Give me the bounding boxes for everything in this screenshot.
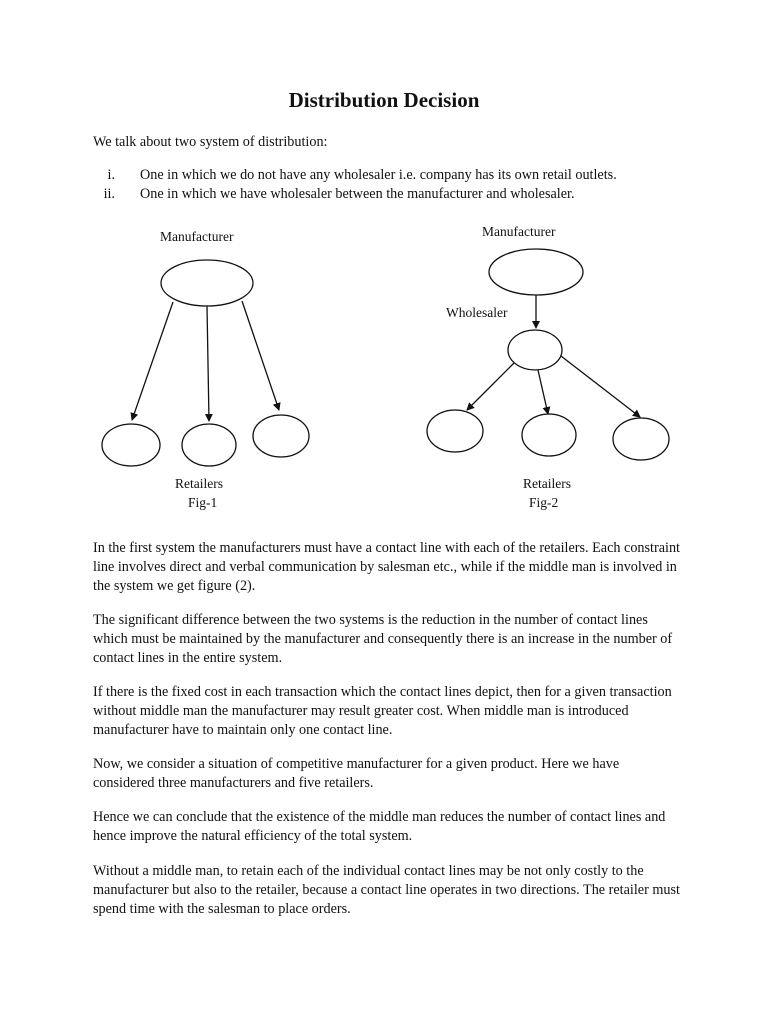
list-item [93,185,617,204]
fig1-retailers-label: Retailers [175,476,223,491]
fig1-manufacturer-node [161,260,253,306]
list-marker: i. [107,167,115,183]
fig2-manufacturer-label: Manufacturer [482,224,556,239]
paragraph: In the first system the manufacturers must have a contact line with each of the retailers. Each constraint line involves direct and verbal communication by salesman etc., while if the middle man is involved in the system we get figure (2). [93,540,680,594]
fig1-retailer-node [102,424,160,466]
fig2-contact-line-1 [467,363,514,410]
fig2-caption: Fig-2 [529,495,559,510]
fig1-caption: Fig-1 [188,495,218,510]
fig2-retailer-node [522,414,576,456]
fig1-contact-line-2 [207,306,209,421]
fig2-retailer-node [427,410,483,452]
list-item [93,166,617,185]
distribution-system-list [93,166,617,204]
list-marker: ii. [103,186,115,202]
intro-text: We talk about two system of distribution: [93,134,328,150]
page-title: Distribution Decision [288,88,480,112]
fig2-retailer-node [613,418,669,460]
fig2-wholesaler-label: Wholesaler [446,305,508,320]
fig2-manufacturer-node [489,249,583,295]
figure-2 [427,224,669,510]
fig2-retailers-label: Retailers [523,476,571,491]
distribution-diagrams [0,215,768,520]
paragraph: Now, we consider a situation of competitive manufacturer for a given product. Here we have considered three manufacturers and five retailers. [93,756,620,791]
fig2-wholesaler-node [508,330,562,370]
fig2-contact-line-2 [538,370,548,414]
list-item-text: One in which we have wholesaler between the manufacturer and wholesaler. [140,186,575,202]
fig1-retailer-node [253,415,309,457]
fig2-contact-line-3 [561,356,640,417]
paragraph: If there is the fixed cost in each transaction which the contact lines depict, then for a given transaction without middle man the manufacturer may result greater cost. When middle man is introduced manufacturer have to maintain only one contact line. [93,684,672,738]
figure-1 [102,229,309,510]
fig1-manufacturer-label: Manufacturer [160,229,234,244]
paragraph: The significant difference between the two systems is the reduction in the number of contact lines which must be maintained by the manufacturer and consequently there is an increase in the number of contact lines in the entire system. [93,612,673,666]
fig1-contact-line-1 [132,302,173,420]
fig1-retailer-node [182,424,236,466]
fig1-contact-line-3 [242,301,279,410]
paragraph: Hence we can conclude that the existence of the middle man reduces the number of contact lines and hence improve the natural efficiency of the total system. [93,809,666,844]
paragraph: Without a middle man, to retain each of the individual contact lines may be not only costly to the manufacturer but also to the retailer, because a contact line operates in two directions. The retailer must spend time with the salesman to place orders. [93,863,680,917]
list-item-text: One in which we do not have any wholesaler i.e. company has its own retail outlets. [140,167,617,183]
